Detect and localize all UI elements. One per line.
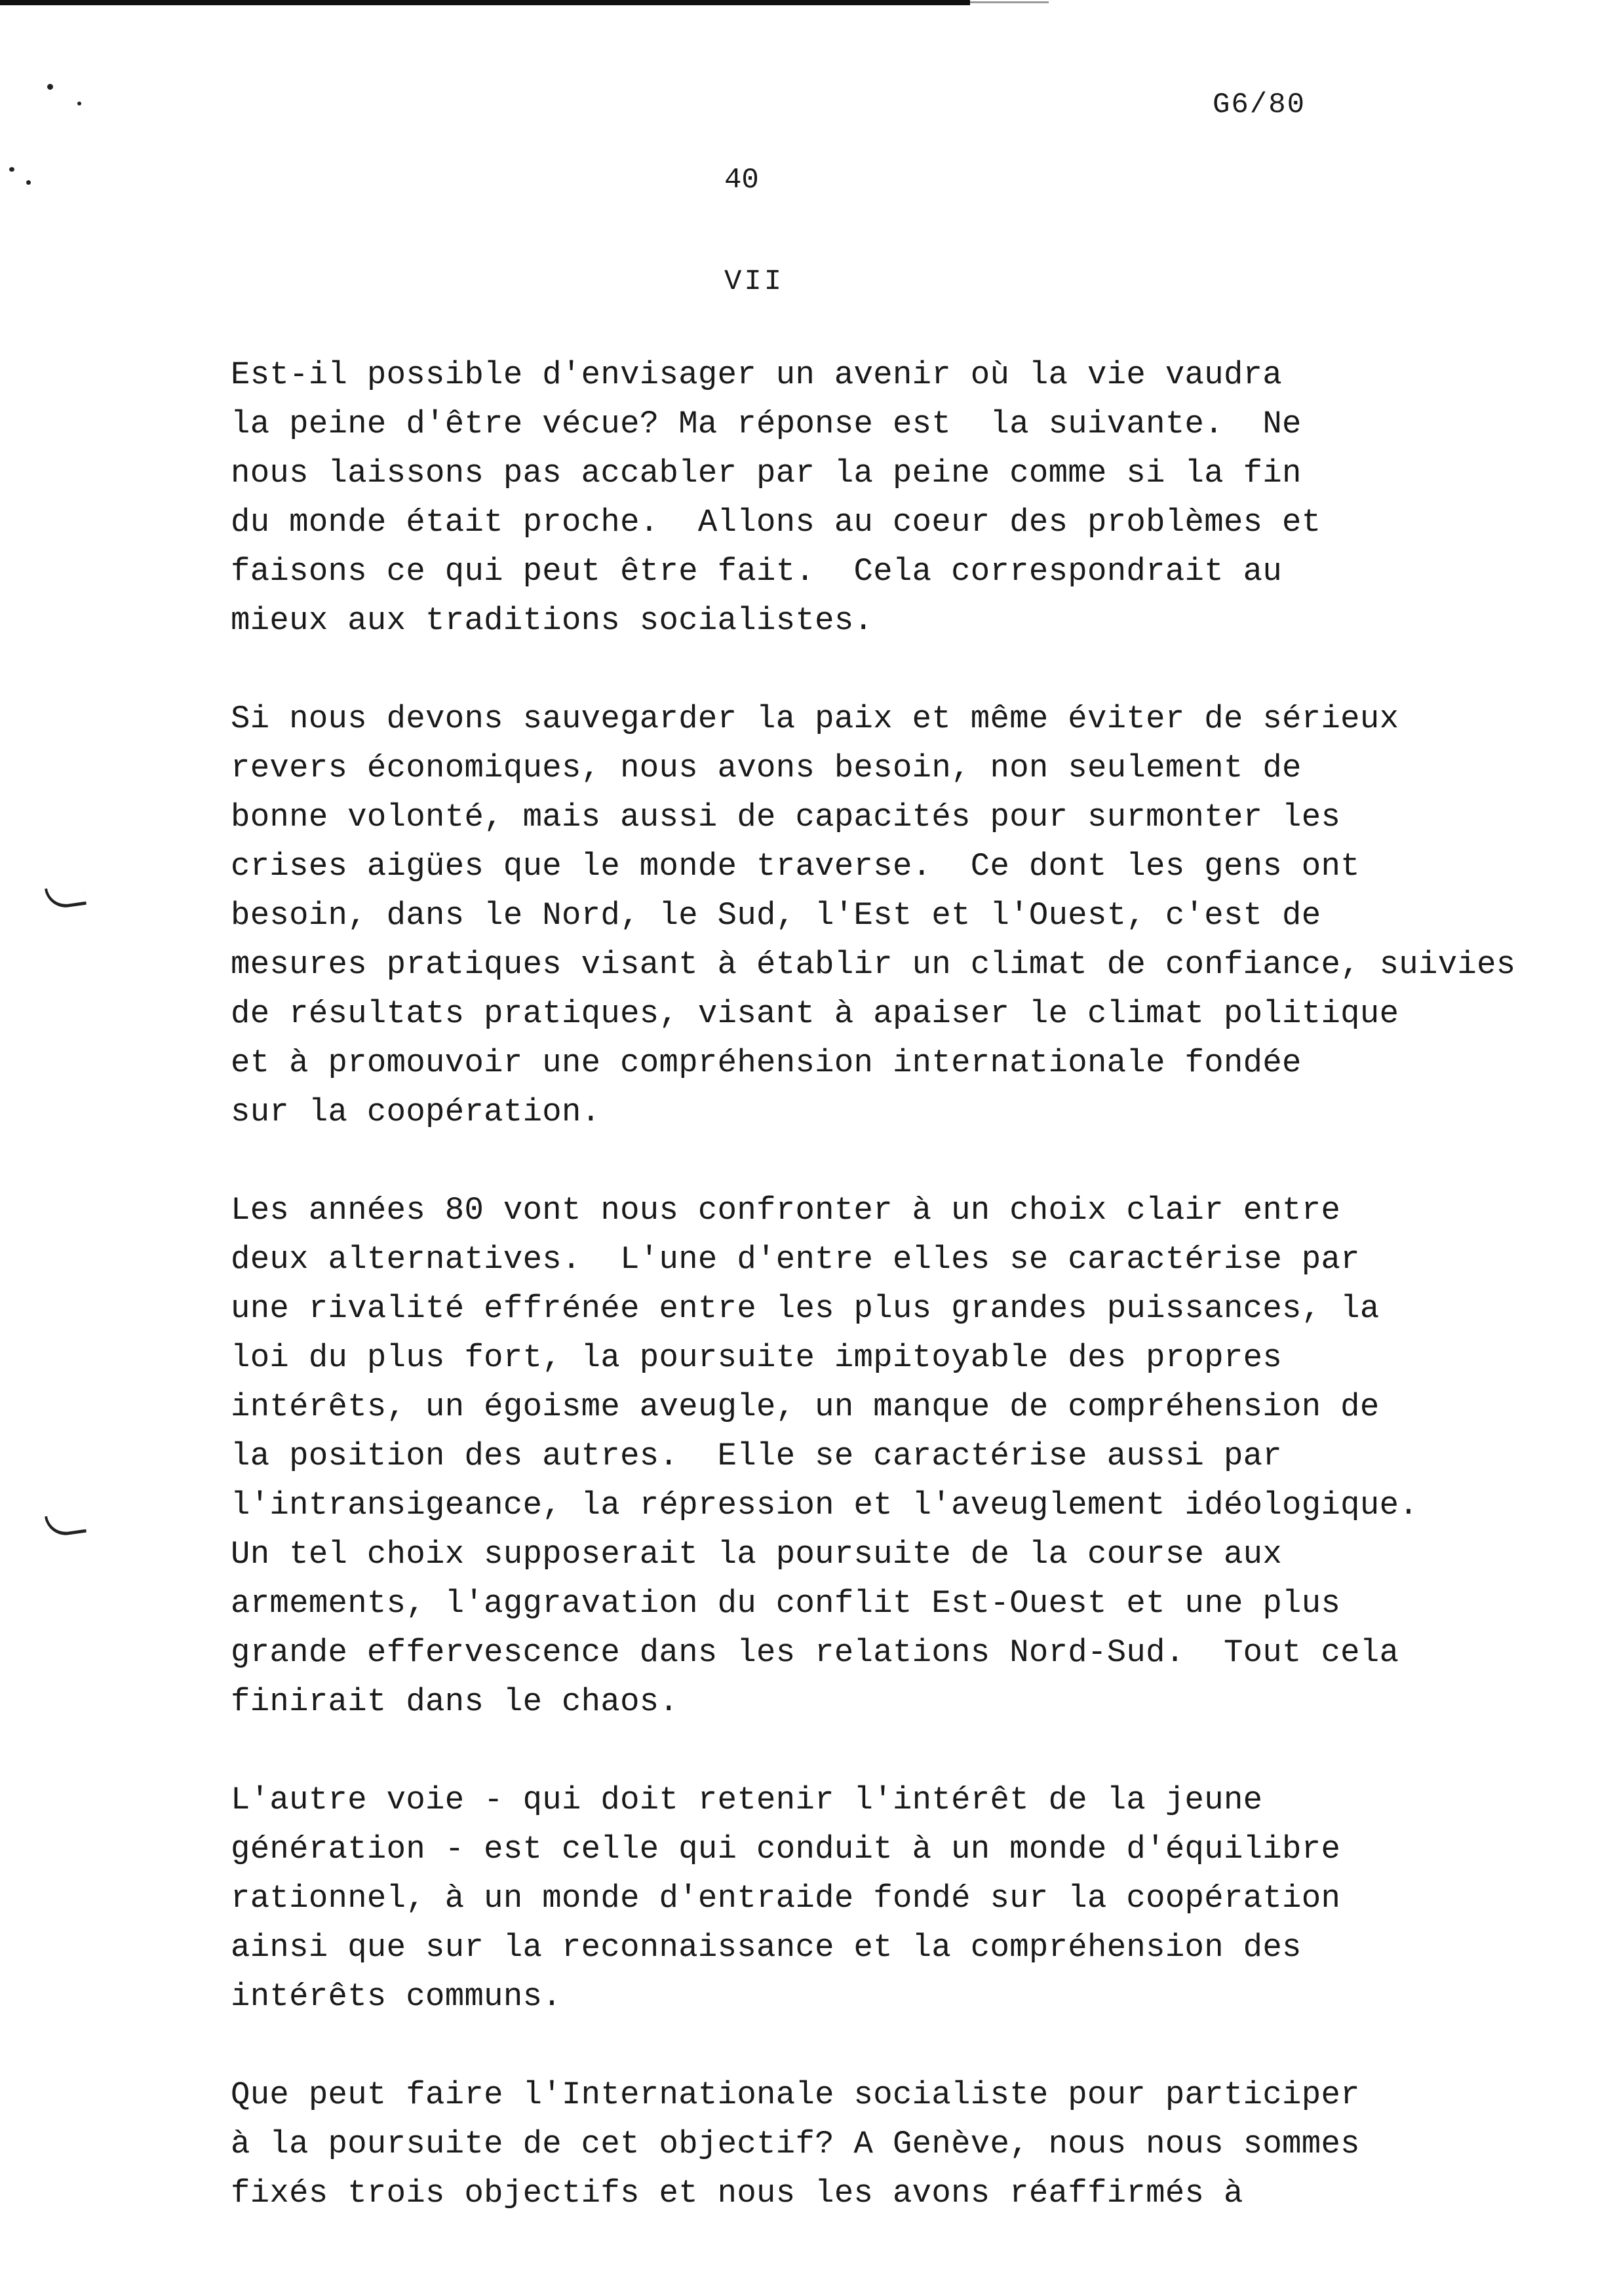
text-line: Les années 80 vont nous confronter à un choix clair entre	[231, 1192, 1341, 1229]
text-line: intérêts, un égoisme aveugle, un manque de compréhension de	[231, 1388, 1380, 1425]
text-line: la position des autres. Elle se caractérise aussi par	[231, 1438, 1283, 1474]
top-edge-rule-faint	[970, 1, 1049, 3]
scan-speck	[9, 167, 14, 172]
text-line: Un tel choix supposerait la poursuite de la course aux	[231, 1536, 1283, 1573]
text-line: à la poursuite de cet objectif? A Genève, nous nous sommes	[231, 2126, 1360, 2162]
text-line: ainsi que sur la reconnaissance et la compréhension des	[231, 1929, 1302, 1966]
text-line: deux alternatives. L'une d'entre elles se caractérise par	[231, 1241, 1360, 1278]
paragraph-4	[231, 1776, 1555, 2021]
text-line: du monde était proche. Allons au coeur des problèmes et	[231, 504, 1321, 541]
text-line: Si nous devons sauvegarder la paix et même éviter de sérieux	[231, 700, 1399, 737]
scan-speck	[47, 84, 53, 90]
text-line: mesures pratiques visant à établir un climat de confiance, suivies	[231, 946, 1516, 983]
text-line: faisons ce qui peut être fait. Cela correspondrait au	[231, 553, 1283, 590]
paragraph-1	[231, 351, 1555, 645]
text-line: génération - est celle qui conduit à un monde d'équilibre	[231, 1831, 1341, 1867]
paragraph-5	[231, 2071, 1555, 2218]
paragraph-3	[231, 1186, 1555, 1727]
text-line: besoin, dans le Nord, le Sud, l'Est et l'Ouest, c'est de	[231, 897, 1321, 934]
margin-mark	[45, 1511, 87, 1538]
paragraph-2	[231, 695, 1555, 1137]
document-reference: G6/80	[1213, 88, 1306, 121]
text-line: mieux aux traditions socialistes.	[231, 602, 874, 639]
section-heading: VII	[724, 265, 785, 298]
text-line: et à promouvoir une compréhension internationale fondée	[231, 1044, 1302, 1081]
text-line: la peine d'être vécue? Ma réponse est la suivante. Ne	[231, 406, 1302, 442]
text-line: une rivalité effrénée entre les plus grandes puissances, la	[231, 1290, 1380, 1327]
text-line: sur la coopération.	[231, 1094, 601, 1130]
text-line: revers économiques, nous avons besoin, non seulement de	[231, 750, 1302, 786]
text-line: L'autre voie - qui doit retenir l'intérêt de la jeune	[231, 1782, 1263, 1818]
text-line: loi du plus fort, la poursuite impitoyable des propres	[231, 1339, 1283, 1376]
text-line: bonne volonté, mais aussi de capacités pour surmonter les	[231, 799, 1341, 835]
text-line: l'intransigeance, la répression et l'aveuglement idéologique.	[231, 1487, 1418, 1523]
scan-speck	[26, 180, 31, 185]
page-number: 40	[724, 164, 759, 197]
text-line: armements, l'aggravation du conflit Est-Ouest et une plus	[231, 1585, 1341, 1622]
text-line: intérêts communs.	[231, 1978, 562, 2015]
text-line: de résultats pratiques, visant à apaiser le climat politique	[231, 995, 1399, 1032]
scan-speck	[77, 102, 81, 105]
top-edge-rule	[0, 0, 970, 5]
body-text	[231, 351, 1555, 2267]
text-line: Est-il possible d'envisager un avenir où la vie vaudra	[231, 356, 1283, 393]
text-line: crises aigües que le monde traverse. Ce dont les gens ont	[231, 848, 1360, 885]
text-line: Que peut faire l'Internationale socialiste pour participer	[231, 2076, 1360, 2113]
margin-mark	[45, 883, 87, 910]
text-line: grande effervescence dans les relations Nord-Sud. Tout cela	[231, 1634, 1399, 1671]
text-line: fixés trois objectifs et nous les avons réaffirmés à	[231, 2175, 1243, 2211]
text-line: finirait dans le chaos.	[231, 1683, 679, 1720]
text-line: rationnel, à un monde d'entraide fondé sur la coopération	[231, 1880, 1341, 1917]
text-line: nous laissons pas accabler par la peine comme si la fin	[231, 455, 1302, 491]
